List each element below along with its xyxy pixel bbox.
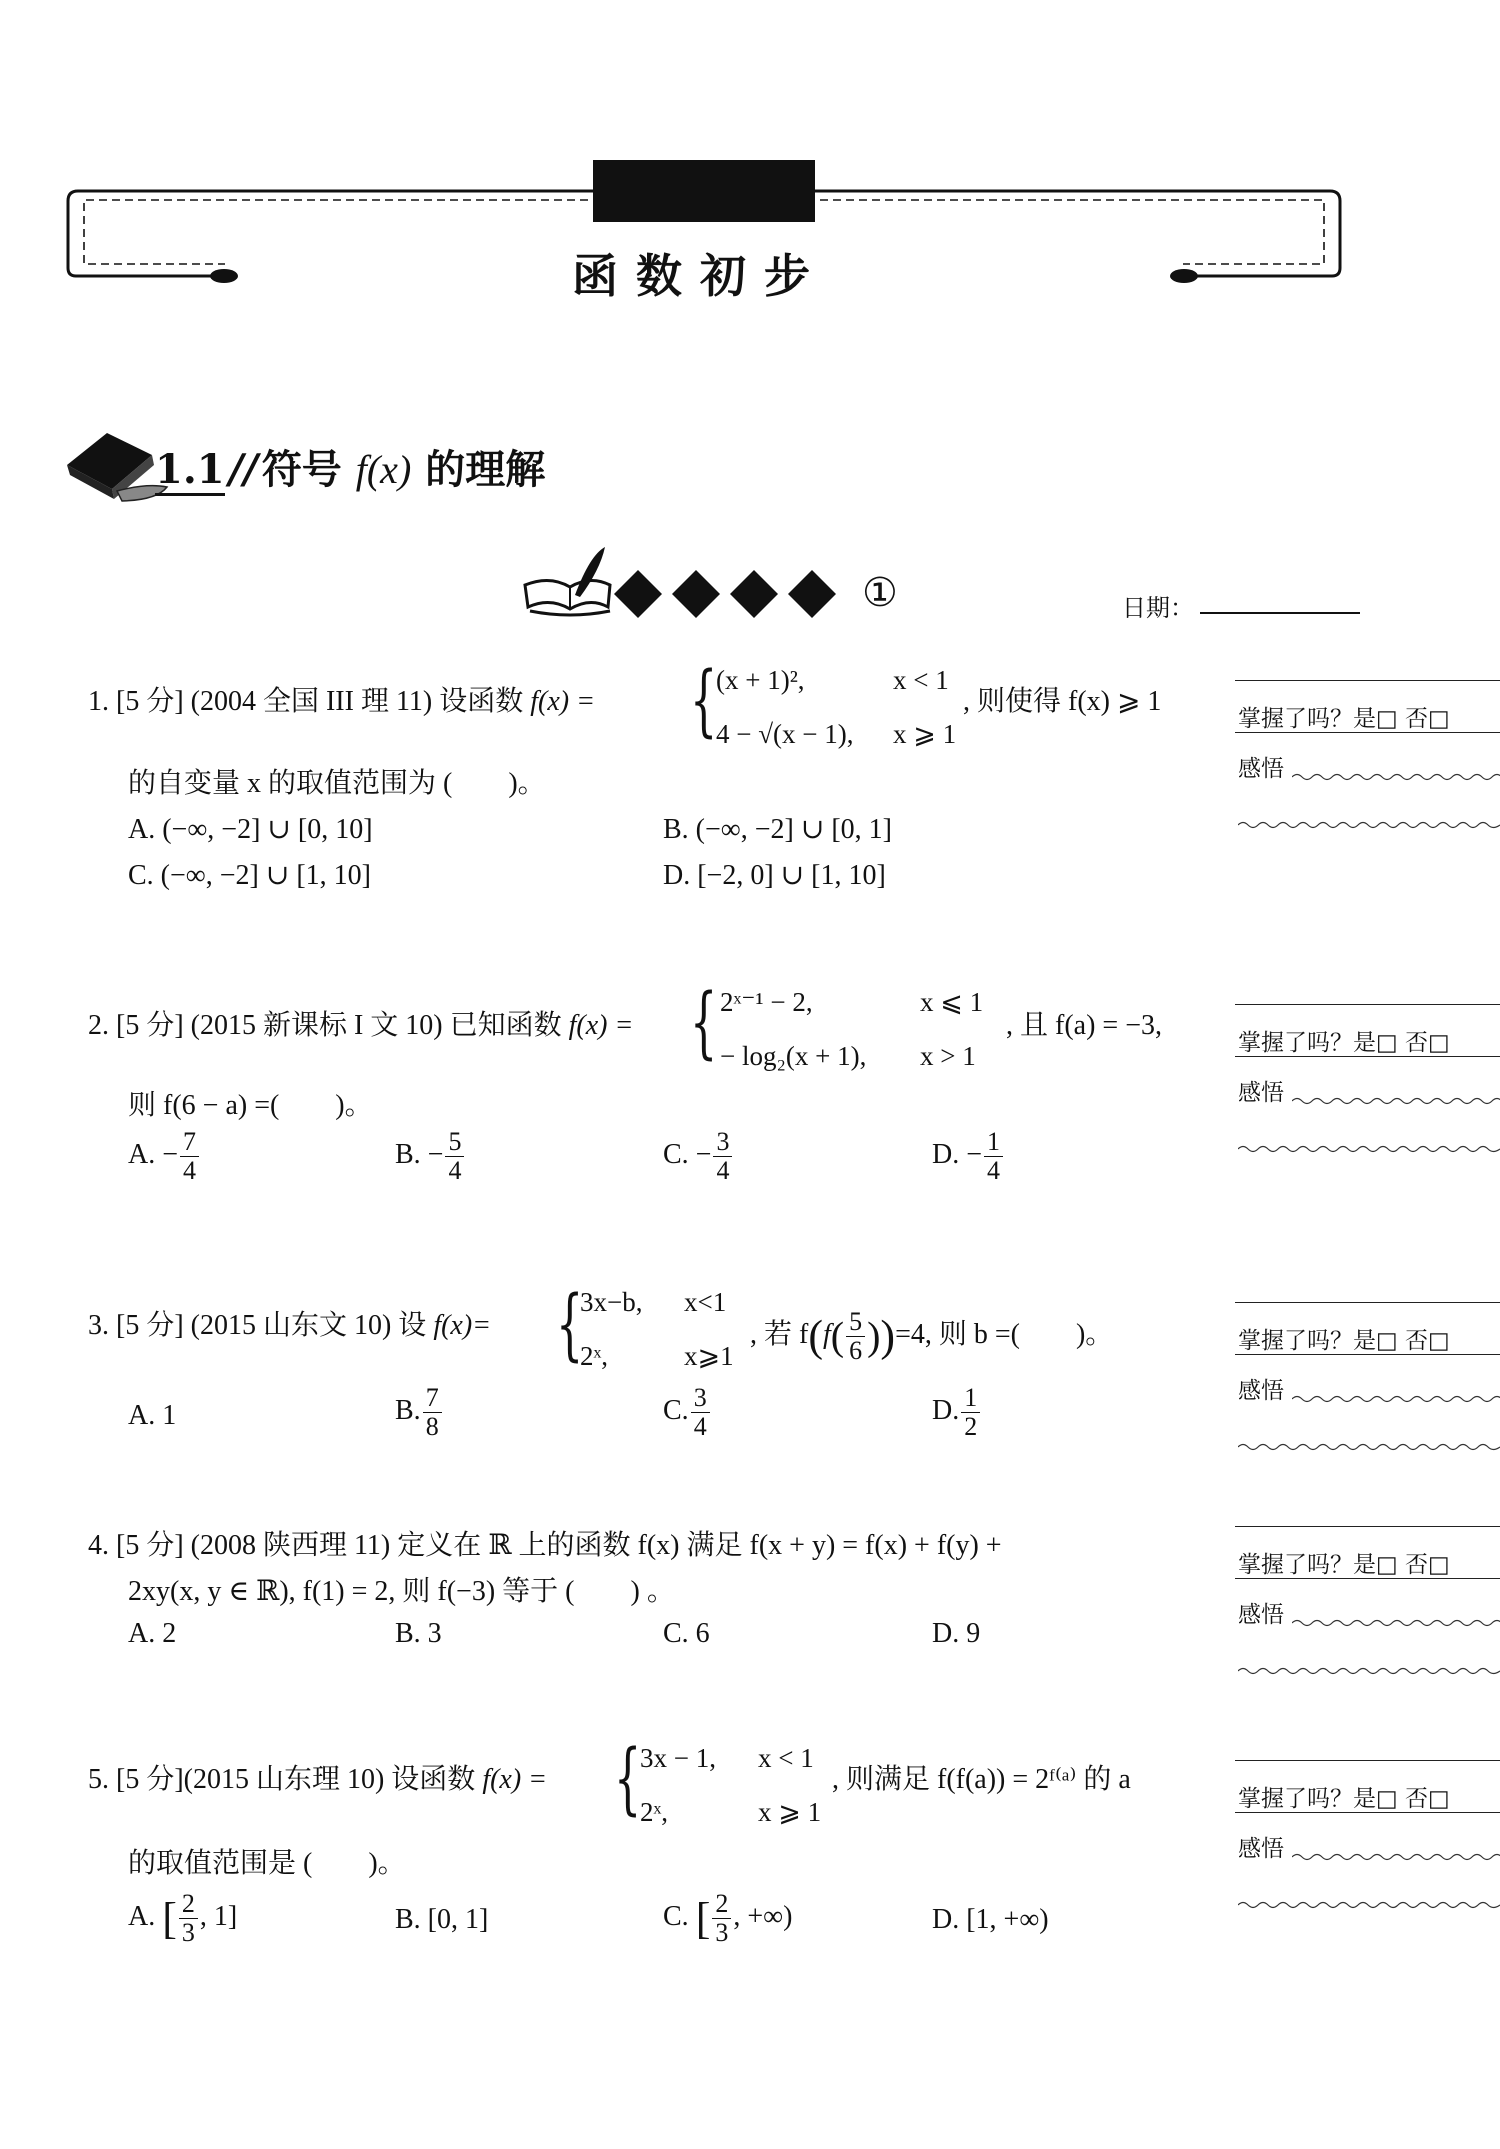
piece-expr: 3x−b, [580,1287,643,1317]
insight-label: 感悟 [1238,756,1284,782]
insight-wavy-line[interactable] [1238,1144,1500,1154]
option-d[interactable]: D. 9 [932,1618,981,1649]
sidebox-top-line [1235,1004,1500,1005]
option-a[interactable]: A. − $\frac{7}{4}$ [128,1128,201,1185]
option-c[interactable]: C. [ $\frac{2}{3}$ , +∞) [663,1889,793,1947]
insight-wavy-line[interactable] [1238,1666,1500,1676]
section-number: 1.1 [155,446,225,496]
option-b[interactable]: B. (−∞, −2] ∪ [0, 1] [663,814,892,845]
question-meta: [5 分] (2015 山东文 10) 设 [116,1310,427,1341]
piece-cond: x < 1 [893,665,949,695]
sidebox-top-line [1235,1526,1500,1527]
option-b[interactable]: B. $\frac{7}{8}$ [395,1384,444,1441]
option-d[interactable]: D. − $\frac{1}{4}$ [932,1128,1005,1185]
piece-cond: x⩾1 [684,1341,734,1371]
option-a[interactable]: A. [ $\frac{2}{3}$ , 1] [128,1889,238,1947]
question-line1-text: [5 分] (2008 陕西理 11) 定义在 ℝ 上的函数 f(x) 满足 f(x + y) = f(x) + f(y) + [116,1530,1002,1561]
option-d[interactable]: D. [−2, 0] ∪ [1, 10] [663,860,886,891]
piecewise-brace: { [614,1734,642,1824]
question-fx: f(x) = [482,1764,548,1795]
question-2-line1 [88,1008,633,1044]
sidebox-mid-line [1235,1578,1500,1579]
section-title-prefix: 符号 [261,446,342,493]
piece-expr: − log₂(x + 1), [720,1041,867,1071]
option-c[interactable]: C. − $\frac{3}{4}$ [663,1128,734,1185]
piece-expr: 3x − 1, [640,1743,716,1773]
piece-cond: x ⩾ 1 [758,1797,822,1827]
insight-wavy-line[interactable] [1292,1096,1500,1106]
question-number: 3. [88,1310,109,1341]
piecewise-brace: { [690,656,718,746]
question-number: 1. [88,686,109,717]
section-title-suffix: 的理解 [425,446,546,493]
option-a[interactable]: A. (−∞, −2] ∪ [0, 10] [128,814,373,845]
sidebox-mid-line [1235,1812,1500,1813]
insight-wavy-line[interactable] [1292,1852,1500,1862]
mastery-checkbox-label[interactable]: 掌握了吗？是□ 否□ [1238,706,1450,732]
section-title-math: f(x) [355,447,412,492]
chapter-header-left-dot [210,269,238,283]
insight-wavy-line[interactable] [1292,1618,1500,1628]
question-5-after: , 则满足 f(f(a)) = 2ᶠ⁽ᵃ⁾ 的 a [832,1764,1131,1795]
piece-cond: x < 1 [758,1743,814,1773]
piece-expr: 4 − √(x − 1), [716,719,854,749]
question-meta: [5 分](2015 山东理 10) 设函数 [116,1764,476,1795]
piece-expr: 2ˣ, [580,1341,609,1371]
mastery-checkbox-label[interactable]: 掌握了吗？是□ 否□ [1238,1328,1450,1354]
question-meta: [5 分] (2015 新课标 I 文 10) 已知函数 [116,1010,562,1041]
question-meta: [5 分] (2004 全国 III 理 11) 设函数 [116,686,524,717]
section-slash-icon: // [228,446,258,493]
question-2-line2: 则 f(6 − a) =( )。 [128,1090,373,1121]
piece-cond: x ⩽ 1 [920,987,984,1017]
question-number: 5. [88,1764,109,1795]
question-4-line2: 2xy(x, y ∈ ℝ), f(1) = 2, 则 f(−3) 等于 ( ) 。 [128,1576,675,1607]
question-number: 4. [88,1530,109,1561]
option-a[interactable]: A. 2 [128,1618,177,1649]
piece-cond: x ⩾ 1 [893,719,957,749]
piecewise-brace: { [556,1280,584,1370]
question-3-after: , 若 f(f( $\frac{5}{6}$ ))=4, 则 b =( )。 [750,1307,1114,1365]
insight-label: 感悟 [1238,1602,1284,1628]
question-5-line1 [88,1762,547,1798]
mastery-checkbox-label[interactable]: 掌握了吗？是□ 否□ [1238,1552,1450,1578]
mastery-checkbox-label[interactable]: 掌握了吗？是□ 否□ [1238,1030,1450,1056]
piecewise-brace: { [690,978,718,1068]
option-c[interactable]: C. $\frac{3}{4}$ [663,1384,712,1441]
book-quill-icon [520,545,612,620]
question-1-after: , 则使得 f(x) ⩾ 1 [963,686,1162,717]
insight-wavy-line[interactable] [1238,1900,1500,1910]
date-label: 日期： [1122,594,1194,622]
exercise-number: ① [862,570,898,616]
insight-wavy-line[interactable] [1238,1442,1500,1452]
sidebox-top-line [1235,1302,1500,1303]
insight-label: 感悟 [1238,1836,1284,1862]
insight-wavy-line[interactable] [1238,820,1500,830]
sidebox-top-line [1235,1760,1500,1761]
mastery-checkbox-label[interactable]: 掌握了吗？是□ 否□ [1238,1786,1450,1812]
question-4-line1 [88,1528,1002,1564]
question-3-line1 [88,1308,491,1344]
option-d[interactable]: D. [1, +∞) [932,1904,1049,1935]
question-5-line2: 的取值范围是 ( )。 [128,1848,406,1879]
sidebox-mid-line [1235,732,1500,733]
question-2-after: , 且 f(a) = −3, [1006,1010,1162,1041]
insight-label: 感悟 [1238,1080,1284,1106]
sidebox-top-line [1235,680,1500,681]
question-1-line1 [88,684,595,720]
insight-wavy-line[interactable] [1292,1394,1500,1404]
option-b[interactable]: B. 3 [395,1618,442,1649]
option-b[interactable]: B. [0, 1] [395,1904,489,1935]
option-b[interactable]: B. − $\frac{5}{4}$ [395,1128,466,1185]
insight-wavy-line[interactable] [1292,772,1500,782]
question-fx: f(x) = [568,1010,634,1041]
option-d[interactable]: D. $\frac{1}{2}$ [932,1384,982,1441]
section-title [155,438,545,495]
date-input-line[interactable] [1200,612,1360,614]
option-c[interactable]: C. (−∞, −2] ∪ [1, 10] [128,860,371,891]
chapter-header-right-dot [1170,269,1198,283]
piece-expr: 2ˣ⁻¹ − 2, [720,987,813,1017]
option-a[interactable]: A. 1 [128,1400,177,1431]
chapter-title: 函数初步 [572,249,828,303]
diamond-rating-icon [612,568,852,620]
piece-cond: x<1 [684,1287,727,1317]
piece-expr: 2ˣ, [640,1797,669,1827]
insight-label: 感悟 [1238,1378,1284,1404]
option-c[interactable]: C. 6 [663,1618,710,1649]
piece-expr: (x + 1)², [716,665,805,695]
question-number: 2. [88,1010,109,1041]
chapter-header-inner-dash [84,200,588,264]
question-fx: f(x) = [530,686,595,717]
piece-cond: x > 1 [920,1041,976,1071]
question-fx: f(x)= [433,1310,492,1341]
sidebox-mid-line [1235,1354,1500,1355]
question-1-line2: 的自变量 x 的取值范围为 ( )。 [128,768,546,799]
chapter-header-black-block [593,160,815,222]
sidebox-mid-line [1235,1056,1500,1057]
chapter-header-inner-dash-right [820,200,1324,264]
